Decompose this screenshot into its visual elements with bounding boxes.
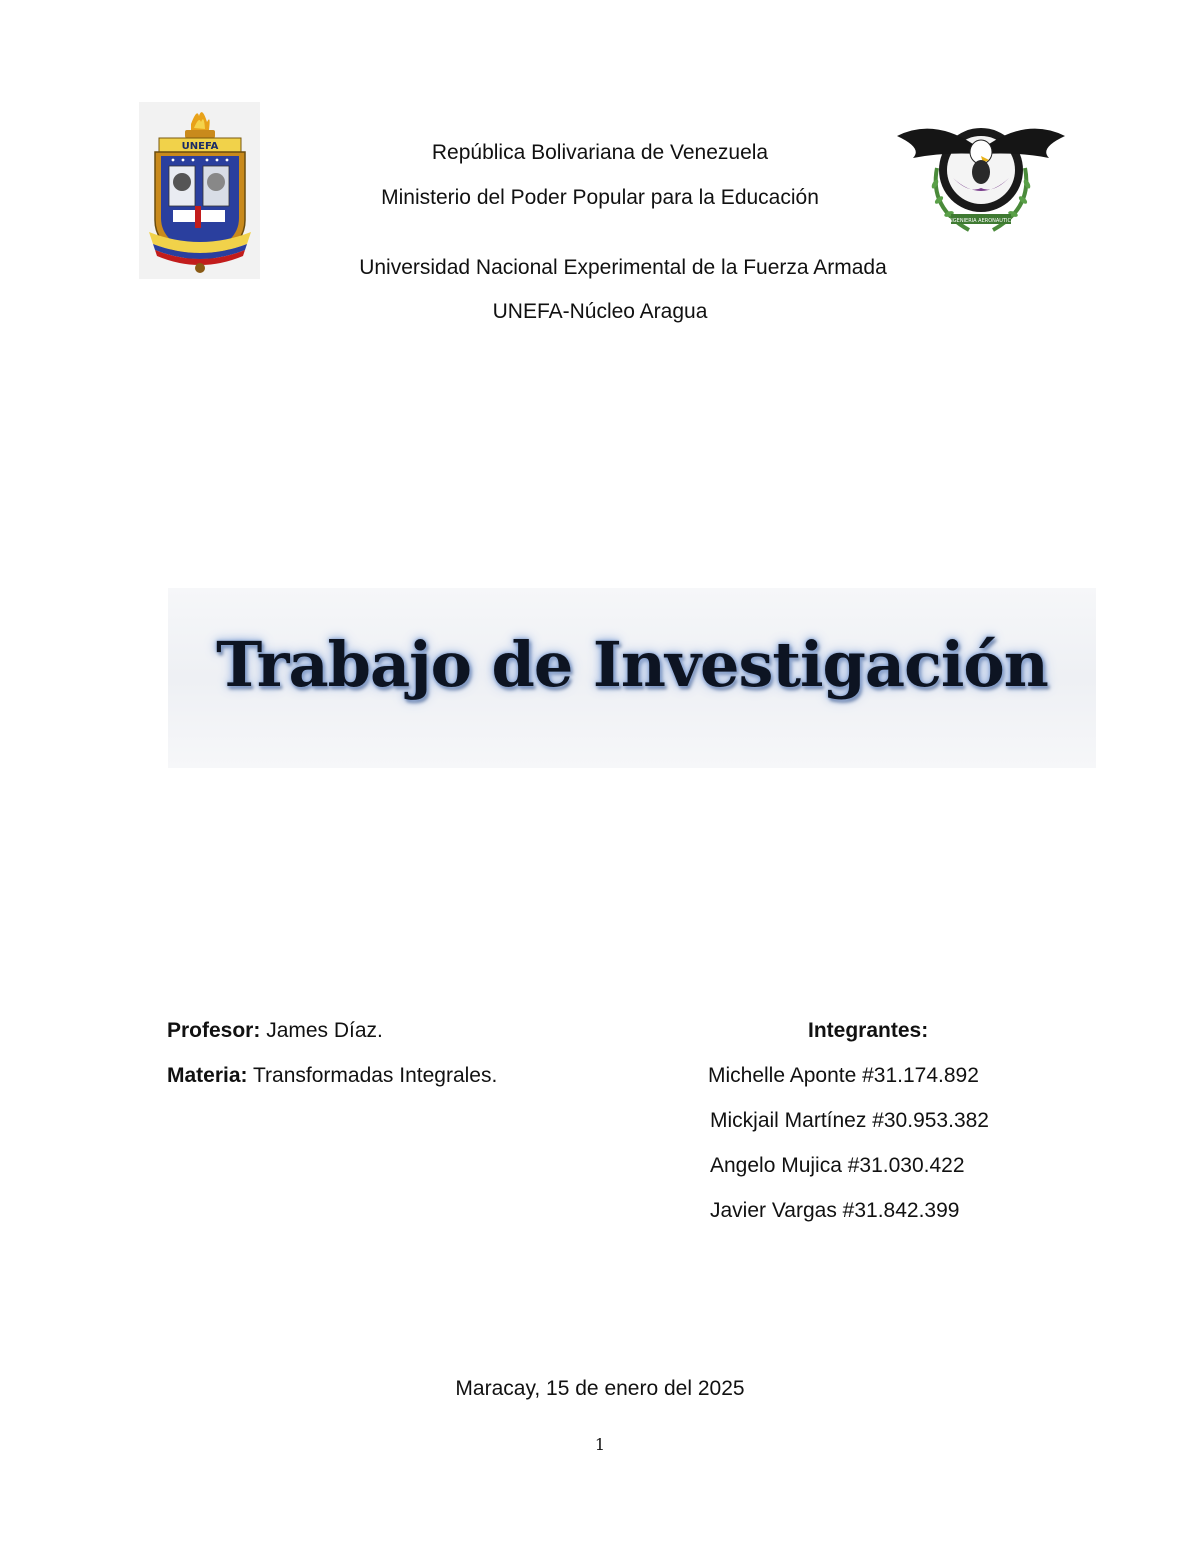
- professor-name: James Díaz.: [260, 1019, 383, 1042]
- members-heading: Integrantes:: [808, 1019, 929, 1042]
- member-item: Angelo Mujica #31.030.422: [710, 1154, 965, 1177]
- document-title: Trabajo de Investigación: [216, 628, 1048, 701]
- subject-label: Materia:: [167, 1064, 248, 1087]
- header-university: Universidad Nacional Experimental de la Fuerza Armada: [359, 256, 887, 279]
- place-date: Maracay, 15 de enero del 2025: [455, 1377, 745, 1400]
- member-item: Mickjail Martínez #30.953.382: [710, 1109, 989, 1132]
- svg-text:INGENIERIA AERONAUTICA: INGENIERIA AERONAUTICA: [947, 218, 1015, 224]
- header-country: República Bolivariana de Venezuela: [431, 141, 769, 164]
- professor-label: Profesor:: [167, 1019, 261, 1042]
- page-number: 1: [594, 1435, 606, 1454]
- subject-field: [167, 1064, 497, 1088]
- member-item: Javier Vargas #31.842.399: [710, 1199, 960, 1222]
- header-ministry: Ministerio del Poder Popular para la Educación: [381, 186, 819, 209]
- svg-text:UNEFA: UNEFA: [181, 141, 219, 152]
- title-banner: [168, 588, 1096, 768]
- professor-field: [167, 1019, 383, 1043]
- aeronautics-logo: [893, 108, 1069, 238]
- subject-name: Transformadas Integrales.: [247, 1064, 498, 1087]
- member-item: Michelle Aponte #31.174.892: [708, 1064, 979, 1087]
- header-campus: UNEFA-Núcleo Aragua: [492, 300, 708, 323]
- eagle-emblem-icon: [893, 108, 1069, 238]
